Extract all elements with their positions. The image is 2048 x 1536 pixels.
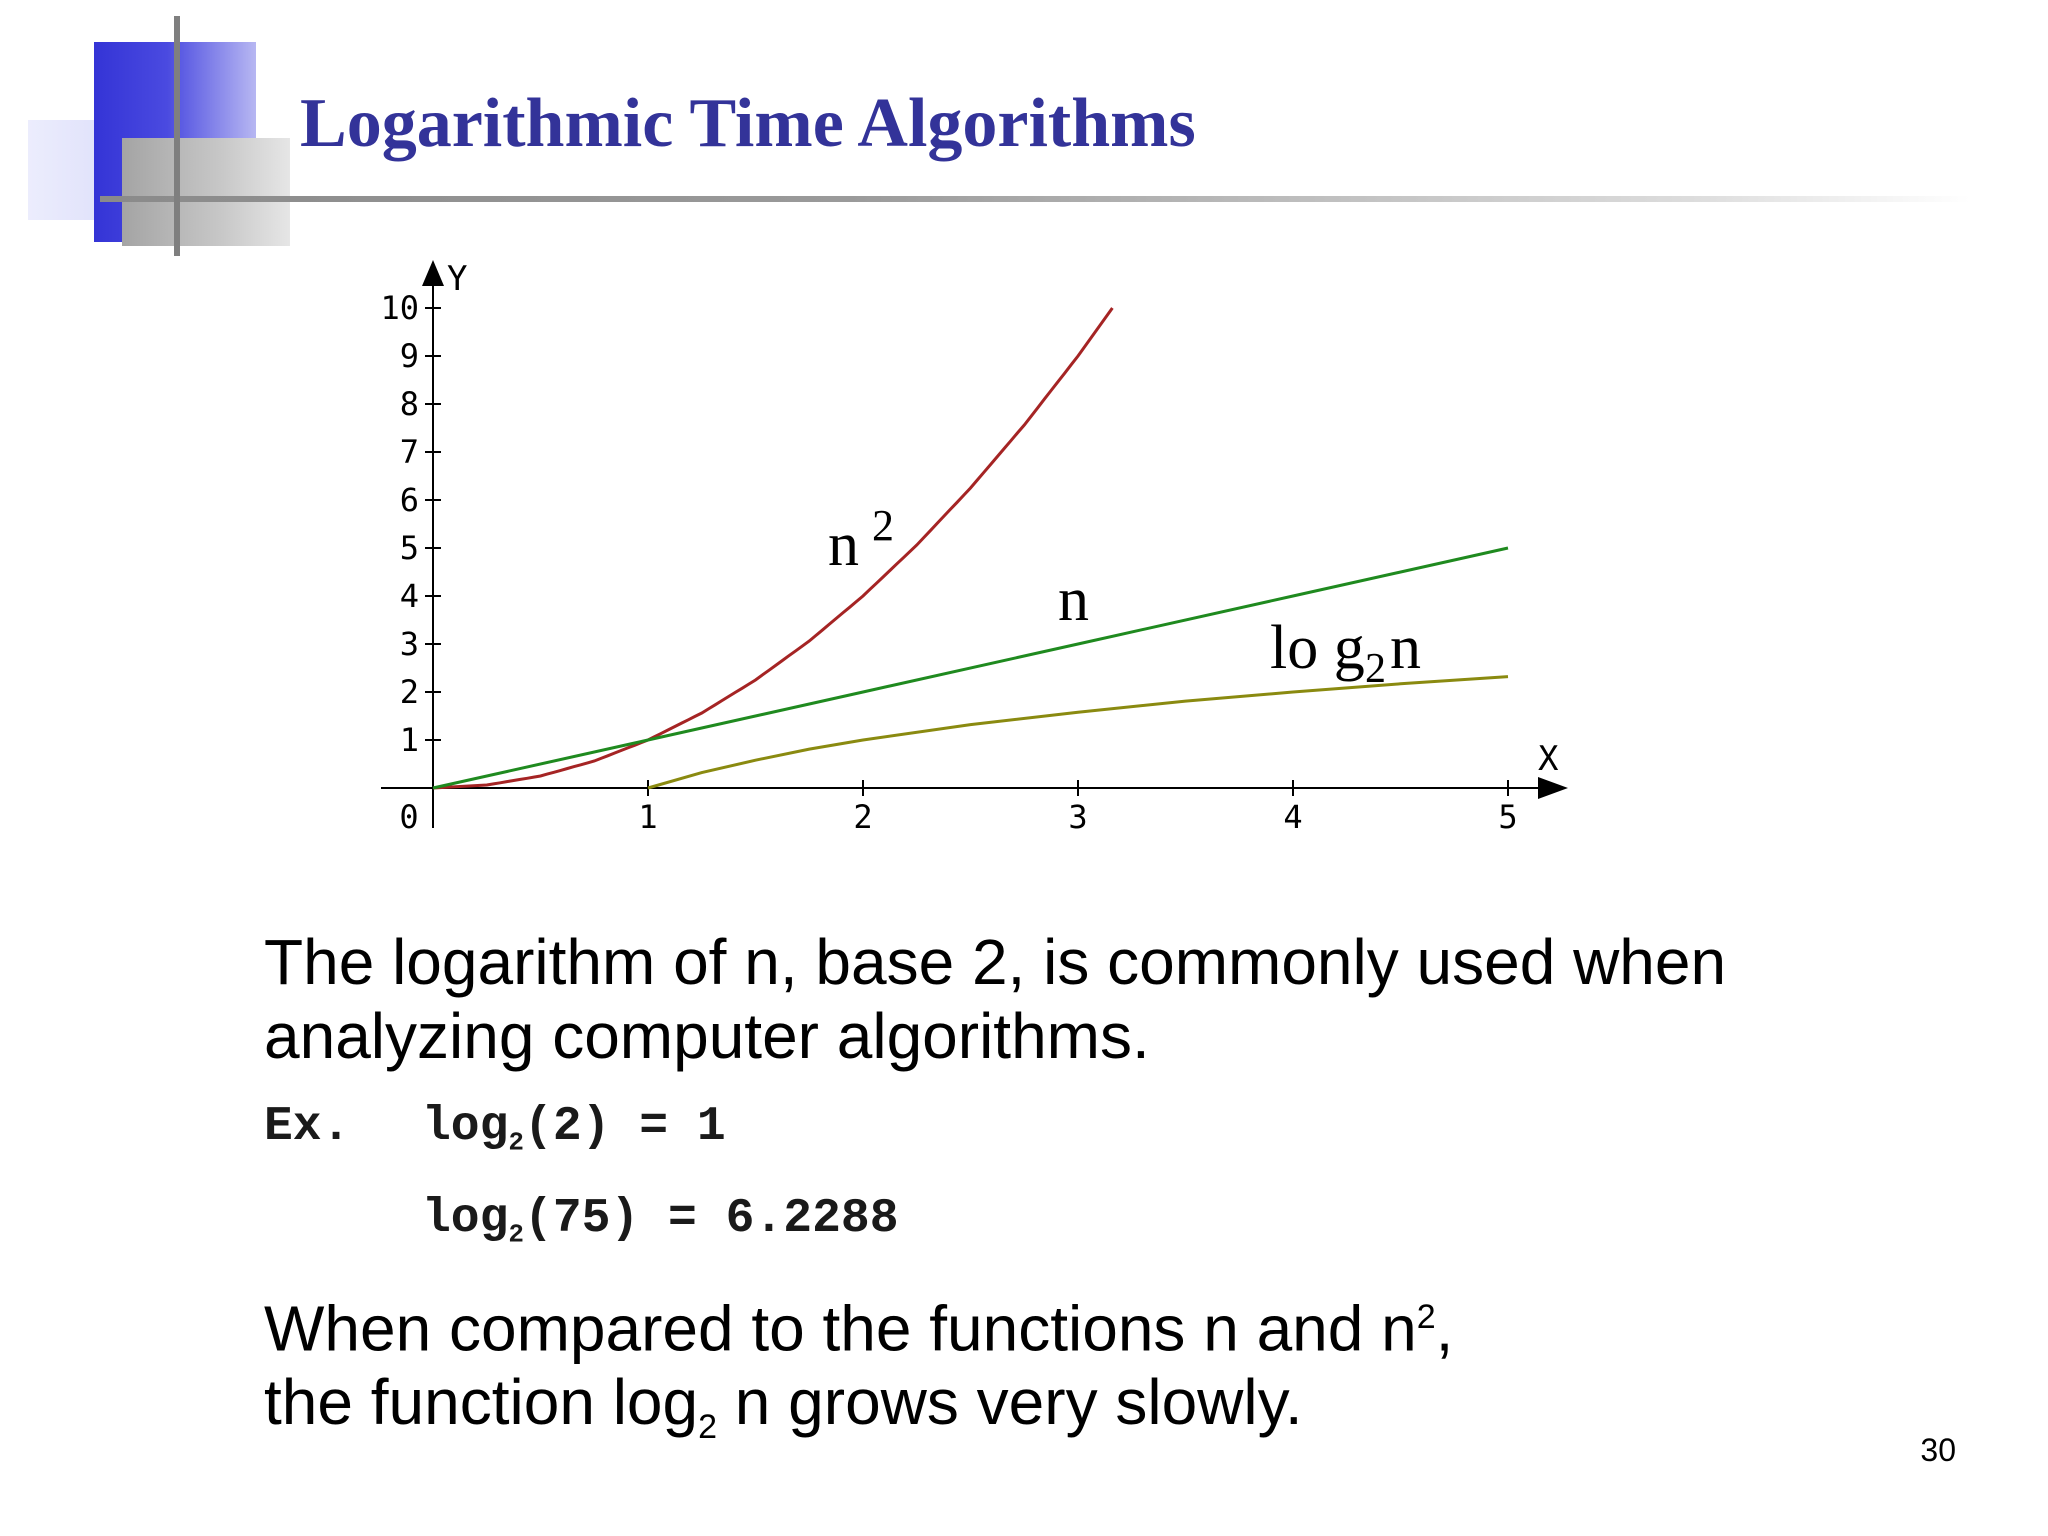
curve-label-log2n-tail: n — [1390, 614, 1421, 682]
y-tick-label: 3 — [399, 625, 419, 663]
paragraph-2-line-1-text: When compared to the functions n and n — [264, 1292, 1417, 1365]
page-number: 30 — [1920, 1432, 1956, 1468]
paragraph-1 — [264, 925, 1964, 1073]
curve-label-n-squared-exponent: 2 — [872, 501, 894, 550]
curve-label-n: n — [1058, 566, 1089, 634]
paragraph-2-line-2-text: the function log — [264, 1366, 699, 1439]
y-tick-label: 7 — [399, 433, 419, 471]
y-tick-label: 1 — [399, 721, 419, 759]
example-2 — [422, 1192, 899, 1250]
paragraph-2-line-2-tail: n grows very slowly. — [717, 1366, 1303, 1439]
curve-label-log2n: lo g — [1270, 614, 1365, 682]
y-axis-label: Y — [447, 259, 468, 299]
x-tick-label: 5 — [1498, 798, 1518, 836]
paragraph-2 — [264, 1280, 1964, 1464]
x-axis-arrow-icon — [1538, 777, 1568, 799]
paragraph-1-line-1: The logarithm of n, base 2, is commonly used when — [264, 926, 1727, 998]
example-2-rest: (75) = 6.2288 — [524, 1192, 899, 1246]
y-tick-label: 8 — [399, 385, 419, 423]
paragraph-2-line-2 — [264, 1365, 1964, 1464]
curve-label-n-squared: n — [828, 511, 859, 579]
y-axis-arrow-icon — [422, 260, 444, 286]
x-tick-label: 4 — [1283, 798, 1303, 836]
x-tick-label: 1 — [638, 798, 658, 836]
series-line-n-squared — [433, 308, 1112, 788]
paragraph-2-comma: , — [1435, 1292, 1454, 1365]
example-1 — [422, 1100, 726, 1158]
growth-chart — [360, 250, 1580, 860]
y-tick-label: 9 — [399, 337, 419, 375]
example-1-log: log — [422, 1100, 509, 1154]
example-1-rest: (2) = 1 — [524, 1100, 726, 1154]
example-1-base: 2 — [508, 1127, 525, 1158]
y-tick-label: 5 — [399, 529, 419, 567]
slide-title: Logarithmic Time Algorithms — [300, 85, 1196, 162]
y-tick-label: 6 — [399, 481, 419, 519]
x-tick-label: 0 — [399, 798, 419, 836]
y-tick-label: 2 — [399, 673, 419, 711]
x-tick-label: 3 — [1068, 798, 1088, 836]
decor-grey-square — [122, 138, 290, 246]
superscript-2: 2 — [1416, 1298, 1436, 1336]
decor-vertical-line — [174, 16, 180, 256]
y-tick-label: 10 — [380, 289, 419, 327]
title-rule — [100, 196, 1970, 202]
series-line-log2n — [648, 677, 1508, 788]
subscript-2: 2 — [698, 1408, 718, 1447]
paragraph-2-line-1 — [264, 1280, 1964, 1365]
example-2-log: log — [422, 1192, 509, 1246]
x-tick-label: 2 — [853, 798, 873, 836]
curve-label-log2n-base: 2 — [1365, 646, 1386, 692]
example-label: Ex. — [264, 1100, 351, 1154]
example-2-base: 2 — [508, 1219, 525, 1250]
paragraph-1-line-2: analyzing computer algorithms. — [264, 1000, 1150, 1072]
x-axis-label: X — [1538, 739, 1559, 779]
y-tick-label: 4 — [399, 577, 419, 615]
